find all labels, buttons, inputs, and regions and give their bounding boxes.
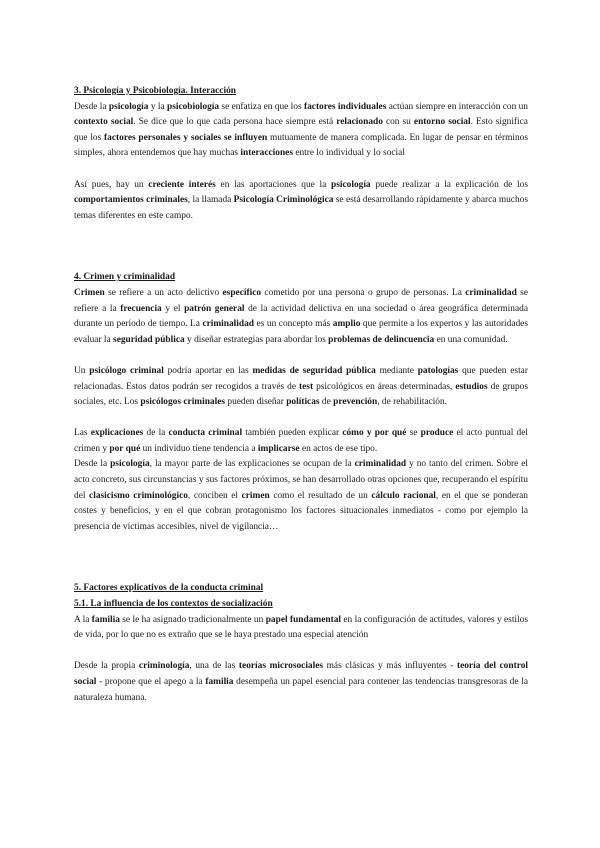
bold-term: problemas de delincuencia: [328, 334, 435, 345]
bold-term: Psicología Criminológica: [233, 195, 334, 206]
section-3-paragraph-1: Desde la psicología y la psicobiología se enfatiza en que los factores individuales actúan siempre en interacción con un contexto social. Se dice que lo que cada persona hace siempre está relacionado con su entorno social. Esto significa que los factores personales y sociales se influyen mutuamente de manera complicada. En lugar de pensar en términos simples, ahora entendemos que hay muchas interacciones entre lo individual y lo social: [74, 101, 528, 159]
bold-term: frecuencia: [120, 303, 162, 314]
bold-term: criminalidad: [202, 319, 255, 330]
section-3-paragraph-2: Así pues, hay un creciente interés en las aportaciones que la psicología puede realizar a la explicación de los comportamientos criminales, la llamada Psicología Criminológica se está desarrollando rápidamente y abarca muchos temas diferentes en este campo.: [74, 179, 528, 221]
section-4-paragraph-1: Crimen se refiere a un acto delictivo específico cometido por una persona o grupo de personas. La criminalidad se refiere a la frecuencia y el patrón general de la actividad delictiva en una sociedad o área geográfica determinada durante un período de tiempo. La criminalidad es un concepto más amplio que permite a los expertos y las autoridades evaluar la seguridad pública y diseñar estrategias para abordar los problemas de delincuencia en una comunidad.: [74, 287, 528, 345]
bold-term: interacciones: [240, 148, 293, 159]
bold-term: creciente interés: [148, 179, 216, 190]
bold-term: medidas de seguridad pública: [252, 365, 376, 376]
section-spacer: [74, 224, 528, 270]
bold-term: Crimen: [74, 287, 105, 298]
section-3-heading: 3. Psicología y Psicobiología. Interacción: [74, 86, 236, 96]
bold-term: psicólogos criminales: [140, 397, 226, 408]
bold-term: políticas: [286, 397, 320, 408]
bold-term: conducta criminal: [168, 428, 243, 439]
bold-term: específico: [222, 287, 262, 298]
bold-term: criminalidad: [465, 287, 517, 298]
section-4-paragraph-2: Un psicólogo criminal podría aportar en las medidas de seguridad pública mediante patologías que pueden estar relacionadas. Estos datos podrán ser recogidos a través de test psicológicos en áreas determinadas, estudios de grupos sociales, etc. Los psicólogos criminales pueden diseñar políticas de prevención, de rehabilitación.: [74, 365, 528, 408]
section-4-paragraph-3: Las explicaciones de la conducta criminal también pueden explicar cómo y por qué se produce el acto puntual del crimen y por qué un individuo tiene tendencia a implicarse en actos de ese tipo.: [74, 428, 529, 454]
bold-term: factores individuales: [303, 101, 387, 112]
bold-term: seguridad pública: [113, 334, 185, 345]
bold-term: criminalidad: [354, 459, 407, 470]
section-spacer: [74, 535, 528, 581]
section-5-paragraph-1: A la familia se le ha asignado tradicionalmente un papel fundamental en la configuración de actitudes, valores y estilos de vida, por lo que no es extraño que se le haya prestado una especial atención: [74, 614, 528, 641]
bold-term: psicobiología: [166, 101, 220, 112]
section-5-1-subheading: 5.1. La influencia de los contextos de socialización: [74, 599, 273, 610]
bold-term: crimen: [241, 490, 270, 501]
bold-term: factores personales y sociales se influyen: [104, 132, 268, 143]
bold-term: familia: [91, 614, 120, 625]
spacer: [74, 411, 528, 427]
bold-term: amplio: [332, 319, 361, 330]
bold-term: papel fundamental: [265, 614, 342, 625]
bold-term: psicología: [110, 459, 150, 470]
section-4-paragraph-4: Desde la psicología, la mayor parte de las explicaciones se ocupan de la criminalidad y no tanto del crimen. Sobre el acto concreto, sus circunstancias y sus factores próximos, se han desarrollado otras opciones que, recuperando el espíritu del clasicismo criminológico, conciben el crimen como el resultado de un cálculo racional, en el que se ponderan costes y beneficios, y en el que cobran protagonismo los factores situacionales inmediatos - como por ejemplo la presencia de víctimas accesibles, nivel de vigilancia…: [74, 459, 528, 532]
bold-term: patologías: [417, 365, 459, 376]
bold-term: cómo y por qué: [342, 428, 407, 439]
section-5-heading: 5. Factores explicativos de la conducta criminal: [74, 583, 264, 594]
bold-term: cálculo racional: [371, 490, 436, 501]
spacer: [74, 162, 528, 178]
bold-term: psicología: [331, 179, 371, 190]
bold-term: entorno social: [413, 117, 471, 128]
bold-term: test: [299, 381, 314, 392]
bold-term: produce: [420, 428, 454, 439]
bold-term: implicarse: [257, 443, 300, 454]
bold-term: relacionado: [336, 117, 383, 128]
bold-term: clasicismo criminológico: [89, 490, 188, 501]
section-5-paragraph-2: Desde la propia criminología, una de las teorías microsociales más clásicas y más influyentes - teoría del control social - propone que el apego a la familia desempeña un papel esencial para contener las tendencias transgresoras de la naturaleza humana.: [74, 661, 528, 703]
bold-term: estudios: [455, 381, 488, 392]
bold-term: familia: [205, 677, 234, 687]
bold-term: explicaciones: [90, 428, 144, 439]
bold-term: teorías microsociales: [238, 661, 324, 672]
bold-term: por qué: [109, 443, 141, 454]
bold-term: criminología: [138, 661, 190, 672]
bold-term: prevención: [333, 397, 378, 408]
section-4-heading: 4. Crimen y criminalidad: [74, 272, 176, 283]
spacer: [74, 348, 528, 364]
document-page: [74, 84, 528, 706]
bold-term: psicología: [108, 101, 149, 112]
bold-term: teoría del control social: [74, 661, 528, 687]
bold-term: psicólogo criminal: [89, 365, 164, 376]
bold-term: comportamientos criminales: [74, 195, 188, 206]
bold-term: contexto social: [74, 117, 134, 128]
bold-term: patrón general: [184, 303, 245, 314]
spacer: [74, 644, 528, 660]
